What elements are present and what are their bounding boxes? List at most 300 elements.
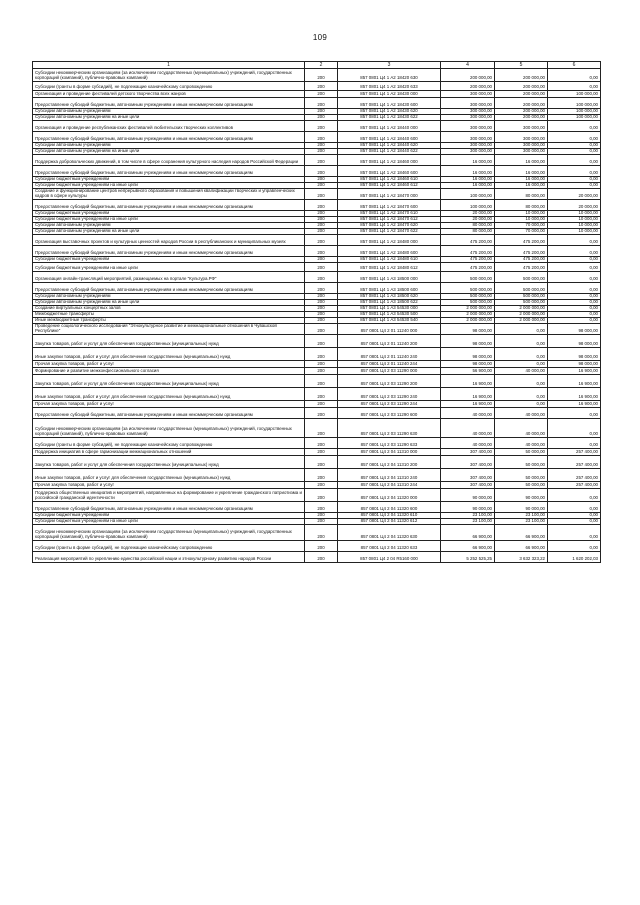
row-classification-code: 857 0801 Ц4 1 А2 18480 600 — [338, 246, 441, 257]
row-column-2: 200 — [305, 348, 338, 361]
row-classification-code: 857 0801 Ц4 2 04 11320 600 — [338, 502, 441, 513]
row-amount-column-4: 300 000,00 — [441, 91, 495, 98]
row-amount-column-6: 0,00 — [548, 155, 601, 166]
row-amount-column-4: 300 000,00 — [441, 149, 495, 155]
row-column-2: 200 — [305, 456, 338, 469]
row-name: Предоставление субсидий бюджетным, автономным учреждениям и иным некоммерческим организациям — [33, 132, 305, 143]
row-column-2: 200 — [305, 408, 338, 419]
row-amount-column-4: 16 000,00 — [441, 166, 495, 177]
row-name: Субсидии (гранты в форме субсидий), не подлежащие казначейскому сопровождению — [33, 438, 305, 449]
row-amount-column-4: 307 400,00 — [441, 469, 495, 482]
row-classification-code: 857 0801 Ц4 2 03 11290 633 — [338, 438, 441, 449]
row-column-2: 200 — [305, 552, 338, 563]
row-amount-column-5: 23 100,00 — [495, 519, 548, 525]
row-column-2: 200 — [305, 541, 338, 552]
row-column-2: 200 — [305, 177, 338, 183]
row-name: Предоставление субсидий бюджетным, автономным учреждениям и иным некоммерческим организациям — [33, 283, 305, 294]
row-amount-column-6: 0,00 — [548, 318, 601, 324]
budget-table — [32, 61, 601, 563]
row-amount-column-5: 200 000,00 — [495, 91, 548, 98]
row-amount-column-4: 2 000 000,00 — [441, 312, 495, 318]
row-column-2: 200 — [305, 312, 338, 318]
row-amount-column-5: 66 900,00 — [495, 541, 548, 552]
row-column-2: 200 — [305, 98, 338, 109]
row-amount-column-5: 200 000,00 — [495, 69, 548, 82]
table-row — [33, 419, 601, 438]
row-amount-column-6: 0,00 — [548, 82, 601, 91]
row-column-2: 200 — [305, 183, 338, 189]
table-row — [33, 525, 601, 541]
row-amount-column-5: 200 000,00 — [495, 115, 548, 121]
row-classification-code: 857 0801 Ц4 1 А2 18460 000 — [338, 155, 441, 166]
row-column-2: 200 — [305, 246, 338, 257]
row-amount-column-4: 90 000,00 — [441, 502, 495, 513]
row-name: Субсидии бюджетным учреждениям — [33, 211, 305, 217]
table-body — [33, 69, 601, 563]
table-row — [33, 502, 601, 513]
row-amount-column-5: 475 200,00 — [495, 257, 548, 263]
row-amount-column-4: 200 000,00 — [441, 69, 495, 82]
table-row — [33, 482, 601, 489]
row-name: Субсидии (гранты в форме субсидий), не подлежащие казначейскому сопровождению — [33, 541, 305, 552]
row-amount-column-4: 300 000,00 — [441, 98, 495, 109]
table-row — [33, 91, 601, 98]
row-amount-column-6: 100 000,00 — [548, 115, 601, 121]
row-amount-column-5: 0,00 — [495, 348, 548, 361]
row-name: Предоставление субсидий бюджетным, автономным учреждениям и иным некоммерческим организациям — [33, 502, 305, 513]
row-amount-column-5: 2 000 000,00 — [495, 318, 548, 324]
table-row — [33, 272, 601, 283]
row-name: Предоставление субсидий бюджетным, автономным учреждениям и иным некоммерческим организациям — [33, 246, 305, 257]
table-row — [33, 388, 601, 401]
row-amount-column-5: 300 000,00 — [495, 132, 548, 143]
row-amount-column-6: 0,00 — [548, 263, 601, 272]
table-row — [33, 235, 601, 246]
row-amount-column-4: 307 400,00 — [441, 456, 495, 469]
table-row — [33, 408, 601, 419]
row-name: Субсидии некоммерческим организациям (за исключением государственных (муниципальных) учреждений, государственных корпораций (компаний), публично-правовых компаний) — [33, 69, 305, 82]
row-amount-column-5: 80 000,00 — [495, 200, 548, 211]
row-amount-column-4: 80 000,00 — [441, 229, 495, 235]
row-classification-code: 857 0801 Ц4 2 04 11310 200 — [338, 456, 441, 469]
row-column-2: 200 — [305, 469, 338, 482]
row-name: Организация и проведение фестивалей детского творчества всех жанров — [33, 91, 305, 98]
row-amount-column-5: 0,00 — [495, 335, 548, 348]
row-classification-code: 857 0801 Ц4 1 А2 18470 612 — [338, 217, 441, 223]
row-classification-code: 857 0801 Ц4 2 03 11290 600 — [338, 408, 441, 419]
row-column-2: 200 — [305, 449, 338, 456]
row-classification-code: 857 0801 Ц4 2 01 11240 000 — [338, 324, 441, 335]
row-amount-column-6: 100 000,00 — [548, 91, 601, 98]
row-amount-column-6: 0,00 — [548, 513, 601, 519]
row-name: Субсидии некоммерческим организациям (за исключением государственных (муниципальных) учреждений, государственных корпораций (компаний), публично-правовых компаний) — [33, 525, 305, 541]
row-column-2: 200 — [305, 306, 338, 312]
row-column-2: 200 — [305, 109, 338, 115]
row-classification-code: 857 0801 Ц4 1 А2 18470 000 — [338, 189, 441, 200]
row-name: Субсидии бюджетным учреждениям на иные цели — [33, 519, 305, 525]
row-amount-column-5: 16 000,00 — [495, 155, 548, 166]
row-amount-column-5: 475 200,00 — [495, 263, 548, 272]
row-classification-code: 857 0801 Ц4 1 А3 54530 540 — [338, 318, 441, 324]
row-amount-column-4: 2 000 000,00 — [441, 306, 495, 312]
row-name: Реализация мероприятий по укреплению единства российской нации и этнокультурному развитию народов России — [33, 552, 305, 563]
row-amount-column-5: 10 000,00 — [495, 211, 548, 217]
row-amount-column-5: 500 000,00 — [495, 272, 548, 283]
row-amount-column-5: 16 000,00 — [495, 166, 548, 177]
row-amount-column-5: 16 000,00 — [495, 183, 548, 189]
row-classification-code: 857 0801 Ц4 1 А2 18460 610 — [338, 177, 441, 183]
row-amount-column-5: 475 200,00 — [495, 246, 548, 257]
row-amount-column-4: 40 000,00 — [441, 438, 495, 449]
row-name: Предоставление субсидий бюджетным, автономным учреждениям и иным некоммерческим организациям — [33, 200, 305, 211]
row-amount-column-4: 16 900,00 — [441, 401, 495, 408]
row-amount-column-5: 200 000,00 — [495, 82, 548, 91]
row-name: Создание и функционирование центров непрерывного образования и повышения квалификации творческих и управленческих кадров в сфере культуры — [33, 189, 305, 200]
row-column-2: 200 — [305, 91, 338, 98]
row-name: Закупка товаров, работ и услуг для обеспечения государственных (муниципальных) нужд — [33, 375, 305, 388]
row-amount-column-4: 40 000,00 — [441, 419, 495, 438]
row-name: Субсидии автономным учреждениям на иные цели — [33, 149, 305, 155]
column-header-6: 6 — [548, 62, 601, 69]
column-header-4: 4 — [441, 62, 495, 69]
row-name: Субсидии автономным учреждениям на иные цели — [33, 115, 305, 121]
row-classification-code: 857 0801 Ц4 2 04 11320 612 — [338, 519, 441, 525]
table-row — [33, 121, 601, 132]
row-amount-column-5: 23 100,00 — [495, 513, 548, 519]
row-amount-column-6: 0,00 — [548, 121, 601, 132]
column-header-1: 1 — [33, 62, 305, 69]
row-amount-column-6: 10 000,00 — [548, 229, 601, 235]
table-row — [33, 375, 601, 388]
row-column-2: 200 — [305, 155, 338, 166]
row-amount-column-5: 2 000 000,00 — [495, 306, 548, 312]
table-row — [33, 155, 601, 166]
table-row — [33, 456, 601, 469]
row-classification-code: 857 0801 Ц4 1 А2 18480 610 — [338, 257, 441, 263]
row-classification-code: 857 0801 Ц4 2 03 11290 244 — [338, 401, 441, 408]
row-amount-column-4: 80 000,00 — [441, 223, 495, 229]
row-amount-column-4: 500 000,00 — [441, 294, 495, 300]
row-amount-column-5: 0,00 — [495, 324, 548, 335]
row-name: Субсидии бюджетным учреждениям — [33, 257, 305, 263]
row-amount-column-6: 257 400,00 — [548, 456, 601, 469]
row-name: Субсидии автономным учреждениям на иные цели — [33, 300, 305, 306]
row-column-2: 200 — [305, 482, 338, 489]
row-column-2: 200 — [305, 263, 338, 272]
row-amount-column-4: 500 000,00 — [441, 272, 495, 283]
row-column-2: 200 — [305, 257, 338, 263]
row-classification-code: 857 0801 Ц4 2 01 11240 240 — [338, 348, 441, 361]
row-column-2: 200 — [305, 525, 338, 541]
row-amount-column-6: 16 900,00 — [548, 368, 601, 375]
row-column-2: 200 — [305, 121, 338, 132]
row-classification-code: 857 0801 Ц4 2 01 11240 244 — [338, 361, 441, 368]
row-classification-code: 857 0801 Ц4 1 А2 18430 000 — [338, 91, 441, 98]
row-amount-column-6: 10 000,00 — [548, 223, 601, 229]
row-amount-column-4: 300 000,00 — [441, 109, 495, 115]
row-amount-column-4: 300 000,00 — [441, 115, 495, 121]
row-column-2: 200 — [305, 318, 338, 324]
row-name: Субсидии автономным учреждениям на иные цели — [33, 229, 305, 235]
row-name: Закупка товаров, работ и услуг для обеспечения государственных (муниципальных) нужд — [33, 335, 305, 348]
row-name: Создание виртуальных концертных залов — [33, 306, 305, 312]
row-amount-column-6: 0,00 — [548, 246, 601, 257]
row-column-2: 200 — [305, 217, 338, 223]
table-row — [33, 552, 601, 563]
row-name: Иные закупки товаров, работ и услуг для обеспечения государственных (муниципальных) нужд — [33, 469, 305, 482]
row-classification-code: 857 0801 Ц4 2 04 11310 240 — [338, 469, 441, 482]
row-classification-code: 857 0801 Ц4 2 04 11310 244 — [338, 482, 441, 489]
row-amount-column-6: 0,00 — [548, 183, 601, 189]
row-amount-column-4: 98 000,00 — [441, 324, 495, 335]
row-amount-column-5: 2 000 000,00 — [495, 312, 548, 318]
table-row — [33, 263, 601, 272]
row-amount-column-4: 300 000,00 — [441, 143, 495, 149]
row-amount-column-6: 98 000,00 — [548, 361, 601, 368]
row-classification-code: 857 0801 Ц4 1 А3 54530 500 — [338, 312, 441, 318]
table-row — [33, 489, 601, 502]
row-amount-column-6: 0,00 — [548, 143, 601, 149]
row-amount-column-4: 307 400,00 — [441, 449, 495, 456]
row-column-2: 200 — [305, 132, 338, 143]
row-classification-code: 857 0801 Ц4 1 А2 18440 620 — [338, 143, 441, 149]
row-classification-code: 857 0801 Ц4 1 А2 18480 612 — [338, 263, 441, 272]
row-column-2: 200 — [305, 235, 338, 246]
row-amount-column-5: 0,00 — [495, 388, 548, 401]
row-name: Субсидии бюджетным учреждениям на иные цели — [33, 183, 305, 189]
row-column-2: 200 — [305, 335, 338, 348]
row-amount-column-4: 90 000,00 — [441, 489, 495, 502]
row-classification-code: 857 0801 Ц4 1 А2 18480 000 — [338, 235, 441, 246]
row-amount-column-6: 1 620 202,03 — [548, 552, 601, 563]
row-amount-column-5: 90 000,00 — [495, 502, 548, 513]
row-classification-code: 857 0801 Ц4 1 А3 54530 000 — [338, 306, 441, 312]
row-column-2: 200 — [305, 115, 338, 121]
row-amount-column-5: 90 000,00 — [495, 489, 548, 502]
row-amount-column-4: 98 000,00 — [441, 335, 495, 348]
row-name: Предоставление субсидий бюджетным, автономным учреждениям и иным некоммерческим организациям — [33, 408, 305, 419]
row-amount-column-4: 500 000,00 — [441, 300, 495, 306]
row-amount-column-6: 0,00 — [548, 408, 601, 419]
row-classification-code: 857 0801 Ц4 1 А3 18500 620 — [338, 294, 441, 300]
row-amount-column-4: 475 200,00 — [441, 235, 495, 246]
row-amount-column-4: 475 200,00 — [441, 263, 495, 272]
row-name: Формирование и развитие межконфессионального согласия — [33, 368, 305, 375]
row-amount-column-5: 40 000,00 — [495, 408, 548, 419]
row-classification-code: 857 0801 Ц4 2 04 11320 000 — [338, 489, 441, 502]
row-name: Иные закупки товаров, работ и услуг для обеспечения государственных (муниципальных) нужд — [33, 388, 305, 401]
row-column-2: 200 — [305, 272, 338, 283]
table-row — [33, 449, 601, 456]
row-amount-column-6: 0,00 — [548, 419, 601, 438]
row-amount-column-6: 0,00 — [548, 283, 601, 294]
row-amount-column-4: 20 000,00 — [441, 217, 495, 223]
row-column-2: 200 — [305, 200, 338, 211]
row-amount-column-4: 475 200,00 — [441, 257, 495, 263]
row-amount-column-6: 100 000,00 — [548, 98, 601, 109]
table-header-row — [33, 62, 601, 69]
row-classification-code: 857 0801 Ц4 2 03 11290 240 — [338, 388, 441, 401]
row-classification-code: 857 0801 Ц4 1 А3 18500 000 — [338, 272, 441, 283]
row-column-2: 200 — [305, 513, 338, 519]
row-amount-column-5: 300 000,00 — [495, 121, 548, 132]
row-amount-column-4: 16 900,00 — [441, 375, 495, 388]
row-amount-column-5: 80 000,00 — [495, 189, 548, 200]
row-amount-column-4: 2 000 000,00 — [441, 318, 495, 324]
row-amount-column-5: 40 000,00 — [495, 419, 548, 438]
row-name: Субсидии бюджетным учреждениям — [33, 177, 305, 183]
row-amount-column-4: 23 100,00 — [441, 513, 495, 519]
row-amount-column-5: 66 900,00 — [495, 525, 548, 541]
row-amount-column-4: 300 000,00 — [441, 121, 495, 132]
row-name: Поддержка добровольческих движений, в том числе в сфере сохранения культурного наследия народов Российской Федерации — [33, 155, 305, 166]
row-amount-column-5: 300 000,00 — [495, 149, 548, 155]
row-column-2: 200 — [305, 229, 338, 235]
row-amount-column-6: 257 400,00 — [548, 449, 601, 456]
row-classification-code: 857 0801 Ц4 1 А2 18430 622 — [338, 115, 441, 121]
page-number: 109 — [312, 33, 328, 42]
column-header-5: 5 — [495, 62, 548, 69]
table-row — [33, 82, 601, 91]
row-name: Предоставление субсидий бюджетным, автономным учреждениям и иным некоммерческим организациям — [33, 166, 305, 177]
row-amount-column-5: 40 000,00 — [495, 368, 548, 375]
row-amount-column-6: 0,00 — [548, 541, 601, 552]
row-name: Организация онлайн-трансляций мероприятий, размещаемых на портале "Культура.РФ" — [33, 272, 305, 283]
table-row — [33, 98, 601, 109]
row-classification-code: 857 0801 Ц4 1 А2 18420 630 — [338, 69, 441, 82]
row-classification-code: 857 0801 Ц4 1 А2 18420 633 — [338, 82, 441, 91]
row-amount-column-6: 257 400,00 — [548, 469, 601, 482]
column-header-2: 2 — [305, 62, 338, 69]
row-amount-column-4: 56 900,00 — [441, 368, 495, 375]
row-amount-column-4: 16 000,00 — [441, 183, 495, 189]
row-amount-column-5: 475 200,00 — [495, 235, 548, 246]
row-amount-column-4: 16 000,00 — [441, 155, 495, 166]
row-amount-column-6: 98 000,00 — [548, 348, 601, 361]
row-amount-column-4: 66 900,00 — [441, 525, 495, 541]
table-row — [33, 69, 601, 82]
row-column-2: 200 — [305, 69, 338, 82]
row-amount-column-5: 70 000,00 — [495, 229, 548, 235]
row-amount-column-6: 20 000,00 — [548, 189, 601, 200]
row-amount-column-5: 10 000,00 — [495, 217, 548, 223]
row-amount-column-5: 50 000,00 — [495, 456, 548, 469]
row-amount-column-4: 16 000,00 — [441, 177, 495, 183]
row-amount-column-5: 50 000,00 — [495, 449, 548, 456]
table-row — [33, 189, 601, 200]
row-amount-column-5: 3 632 323,22 — [495, 552, 548, 563]
row-amount-column-6: 10 000,00 — [548, 217, 601, 223]
row-column-2: 200 — [305, 401, 338, 408]
row-name: Поддержка общественных инициатив и мероприятий, направленных на формирование и укрепление гражданского патриотизма и российской гражданской идентичности — [33, 489, 305, 502]
row-name: Субсидии автономным учреждениям — [33, 109, 305, 115]
row-classification-code: 857 0801 Ц4 2 01 11240 200 — [338, 335, 441, 348]
row-amount-column-5: 200 000,00 — [495, 109, 548, 115]
row-amount-column-4: 98 000,00 — [441, 348, 495, 361]
row-name: Субсидии бюджетным учреждениям на иные цели — [33, 217, 305, 223]
row-amount-column-6: 0,00 — [548, 519, 601, 525]
row-classification-code: 857 0801 Ц4 1 А2 18460 612 — [338, 183, 441, 189]
row-classification-code: 857 0801 Ц4 1 А2 18460 600 — [338, 166, 441, 177]
row-amount-column-4: 500 000,00 — [441, 283, 495, 294]
row-classification-code: 857 0801 Ц4 1 А2 18430 620 — [338, 109, 441, 115]
table-row — [33, 324, 601, 335]
row-name: Закупка товаров, работ и услуг для обеспечения государственных (муниципальных) нужд — [33, 456, 305, 469]
row-amount-column-6: 16 900,00 — [548, 401, 601, 408]
row-name: Субсидии автономным учреждениям — [33, 294, 305, 300]
row-amount-column-6: 0,00 — [548, 438, 601, 449]
row-classification-code: 857 0801 Ц4 1 А2 18470 610 — [338, 211, 441, 217]
row-name: Прочая закупка товаров, работ и услуг — [33, 482, 305, 489]
row-amount-column-6: 20 000,00 — [548, 200, 601, 211]
row-amount-column-6: 100 000,00 — [548, 109, 601, 115]
row-classification-code: 857 0801 Ц4 1 А3 18500 600 — [338, 283, 441, 294]
row-amount-column-4: 5 252 525,25 — [441, 552, 495, 563]
row-column-2: 200 — [305, 300, 338, 306]
row-name: Субсидии автономным учреждениям — [33, 143, 305, 149]
row-amount-column-4: 40 000,00 — [441, 408, 495, 419]
row-amount-column-6: 0,00 — [548, 132, 601, 143]
row-amount-column-6: 0,00 — [548, 257, 601, 263]
row-amount-column-5: 0,00 — [495, 375, 548, 388]
row-classification-code: 857 0801 Ц4 2 04 11320 610 — [338, 513, 441, 519]
row-classification-code: 857 0801 Ц4 2 04 11320 633 — [338, 541, 441, 552]
table-row — [33, 438, 601, 449]
row-column-2: 200 — [305, 368, 338, 375]
row-amount-column-4: 100 000,00 — [441, 200, 495, 211]
row-classification-code: 857 0801 Ц4 1 А2 18470 620 — [338, 223, 441, 229]
row-name: Субсидии бюджетным учреждениям — [33, 513, 305, 519]
row-amount-column-4: 300 000,00 — [441, 132, 495, 143]
row-amount-column-6: 0,00 — [548, 300, 601, 306]
row-name: Субсидии автономным учреждениям — [33, 223, 305, 229]
row-amount-column-6: 0,00 — [548, 489, 601, 502]
row-amount-column-6: 98 000,00 — [548, 324, 601, 335]
row-classification-code: 857 0801 Ц4 2 04 R5160 000 — [338, 552, 441, 563]
row-amount-column-6: 257 400,00 — [548, 482, 601, 489]
column-header-3: 3 — [338, 62, 441, 69]
row-classification-code: 857 0801 Ц4 1 А2 18470 622 — [338, 229, 441, 235]
row-column-2: 200 — [305, 211, 338, 217]
row-classification-code: 857 0801 Ц4 2 04 11310 000 — [338, 449, 441, 456]
row-amount-column-5: 500 000,00 — [495, 283, 548, 294]
row-name: Поддержка инициатив в сфере гармонизации межнациональных отношений — [33, 449, 305, 456]
row-amount-column-6: 0,00 — [548, 149, 601, 155]
row-amount-column-4: 307 400,00 — [441, 482, 495, 489]
row-name: Организация выставочных проектов и культурных ценностей народов России в республиканских и муниципальных музеях — [33, 235, 305, 246]
row-column-2: 200 — [305, 419, 338, 438]
row-column-2: 200 — [305, 438, 338, 449]
row-column-2: 200 — [305, 82, 338, 91]
row-amount-column-5: 40 000,00 — [495, 438, 548, 449]
row-amount-column-6: 16 900,00 — [548, 375, 601, 388]
row-amount-column-4: 20 000,00 — [441, 211, 495, 217]
row-column-2: 200 — [305, 294, 338, 300]
row-column-2: 200 — [305, 361, 338, 368]
row-classification-code: 857 0801 Ц4 1 А2 18440 000 — [338, 121, 441, 132]
row-name: Иные закупки товаров, работ и услуг для обеспечения государственных (муниципальных) нужд — [33, 348, 305, 361]
table-row — [33, 368, 601, 375]
table-row — [33, 348, 601, 361]
table-row — [33, 166, 601, 177]
row-amount-column-6: 98 000,00 — [548, 335, 601, 348]
row-amount-column-4: 100 000,00 — [441, 189, 495, 200]
row-amount-column-6: 0,00 — [548, 294, 601, 300]
row-amount-column-5: 50 000,00 — [495, 482, 548, 489]
table-row — [33, 335, 601, 348]
row-column-2: 200 — [305, 502, 338, 513]
row-amount-column-5: 16 000,00 — [495, 177, 548, 183]
